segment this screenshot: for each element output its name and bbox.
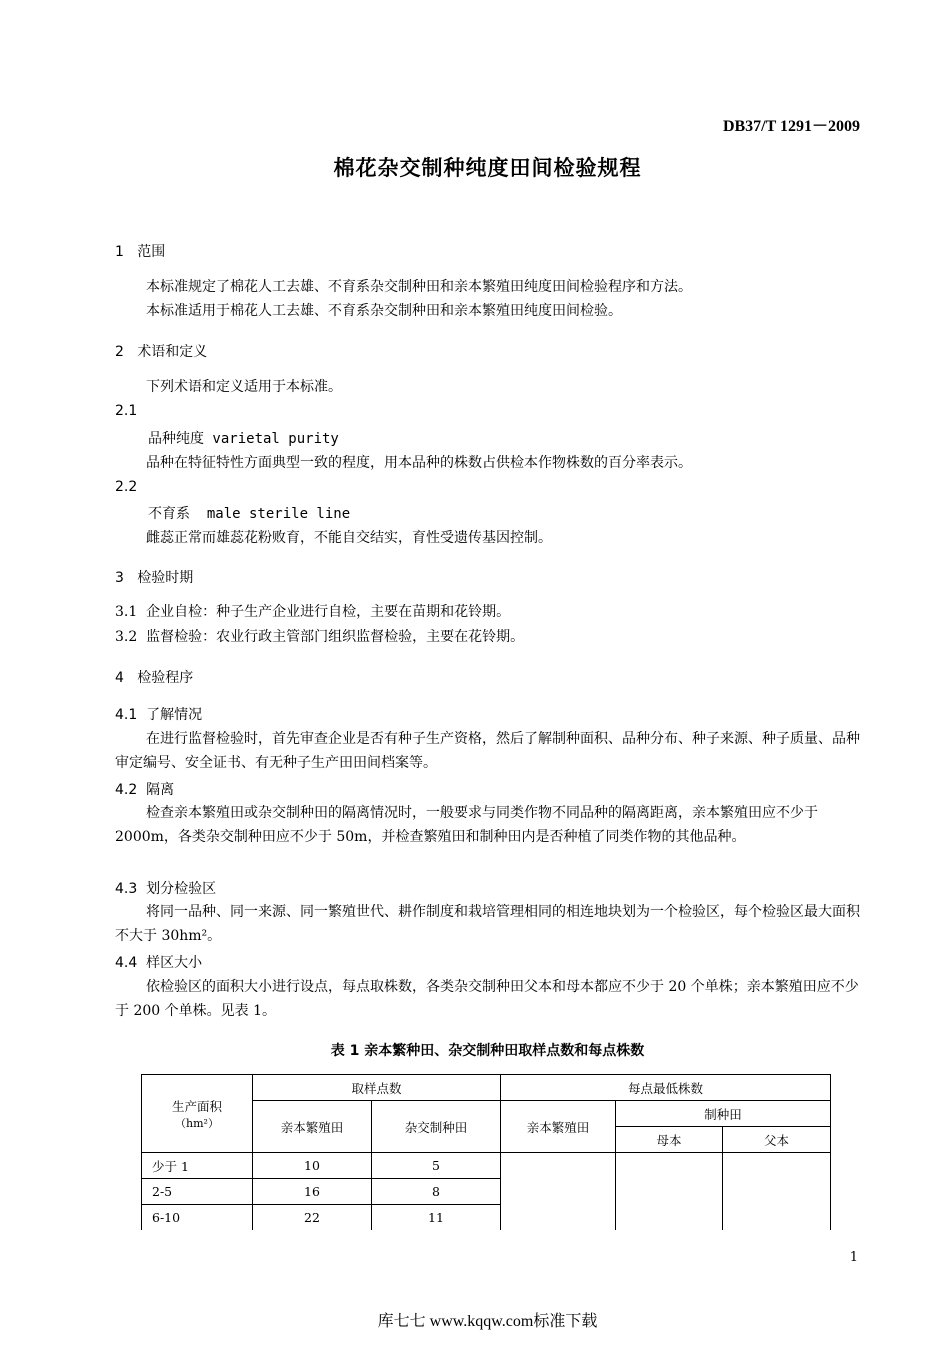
table-row: 少于 1 10 5 bbox=[142, 1153, 831, 1179]
section-3-heading: 3 检验时期 bbox=[115, 570, 194, 586]
section-4-4-heading: 4.4 样区大小 bbox=[115, 955, 203, 971]
section-1-para-2: 本标准适用于棉花人工去雄、不育系杂交制种田和亲本繁殖田纯度田间检验。 bbox=[146, 303, 622, 319]
header-parent-field: 亲本繁殖田 bbox=[253, 1101, 372, 1153]
page-number: 1 bbox=[849, 1250, 858, 1265]
section-1-para-1: 本标准规定了棉花人工去雄、不育系杂交制种田和亲本繁殖田纯度田间检验程序和方法。 bbox=[146, 279, 692, 295]
section-4-2-heading: 4.2 隔离 bbox=[115, 782, 175, 798]
section-3-2: 3.2 监督检验：农业行政主管部门组织监督检验，主要在花铃期。 bbox=[115, 629, 525, 645]
standard-number: DB37/T 1291－2009 bbox=[722, 118, 860, 135]
section-2-1-definition: 品种在特征特性方面典型一致的程度，用本品种的株数占供检本作物株数的百分率表示。 bbox=[146, 455, 692, 471]
header-area: 生产面积 （hm²） bbox=[142, 1075, 253, 1153]
header-seed-field: 制种田 bbox=[616, 1101, 831, 1127]
section-4-4-text: 依检验区的面积大小进行设点，每点取株数，各类杂交制种田父本和母本都应不少于 20 个单株；亲本繁殖田应不少于 200 个单株。见表 1。 bbox=[115, 979, 859, 1019]
header-hybrid-field: 杂交制种田 bbox=[372, 1101, 501, 1153]
table-row: 6-10 22 11 bbox=[142, 1205, 831, 1231]
header-min-plants: 每点最低株数 bbox=[501, 1075, 831, 1101]
section-2-1-term: 品种纯度 varietal purity bbox=[148, 431, 339, 447]
section-3-1: 3.1 企业自检：种子生产企业进行自检，主要在苗期和花铃期。 bbox=[115, 604, 511, 620]
section-2-para-1: 下列术语和定义适用于本标准。 bbox=[146, 379, 342, 395]
section-2-2-definition: 雌蕊正常而雄蕊花粉败育，不能自交结实，育性受遗传基因控制。 bbox=[146, 530, 552, 546]
header-parent-field-2: 亲本繁殖田 bbox=[501, 1101, 616, 1153]
section-2-2-term: 不育系 male sterile line bbox=[148, 506, 351, 522]
section-2-heading: 2 术语和定义 bbox=[115, 344, 208, 360]
section-4-2-text: 检查亲本繁殖田或杂交制种田的隔离情况时，一般要求与同类作物不同品种的隔离距离，亲本繁殖田应不少于 2000m，各类杂交制种田应不少于 50m，并检查繁殖田和制种田内是否种植了同类作物的其他品种。 bbox=[115, 805, 818, 845]
section-2-2-number: 2.2 bbox=[115, 479, 138, 495]
table-caption: 表 1 亲本繁种田、杂交制种田取样点数和每点株数 bbox=[330, 1043, 645, 1059]
section-4-3-text: 将同一品种、同一来源、同一繁殖世代、耕作制度和栽培管理相同的相连地块划为一个检验区，每个检验区最大面积不大于 30hm²。 bbox=[115, 904, 860, 944]
sampling-table bbox=[141, 1074, 831, 1230]
section-4-1-heading: 4.1 了解情况 bbox=[115, 707, 203, 723]
section-2-1-number: 2.1 bbox=[115, 403, 138, 419]
section-4-1-text: 在进行监督检验时，首先审查企业是否有种子生产资格，然后了解制种面积、品种分布、种子来源、种子质量、品种审定编号、安全证书、有无种子生产田田间档案等。 bbox=[115, 731, 860, 771]
section-4-3-heading: 4.3 划分检验区 bbox=[115, 881, 217, 897]
header-female: 母本 bbox=[616, 1127, 723, 1153]
table-row: 2-5 16 8 bbox=[142, 1179, 831, 1205]
section-4-heading: 4 检验程序 bbox=[115, 670, 194, 686]
section-1-heading: 1 范围 bbox=[115, 244, 166, 260]
footer-watermark: 库七七 www.kqqw.com标准下载 bbox=[377, 1313, 598, 1330]
document-title: 棉花杂交制种纯度田间检验规程 bbox=[333, 156, 642, 180]
header-male: 父本 bbox=[723, 1127, 831, 1153]
header-sample-points: 取样点数 bbox=[253, 1075, 501, 1101]
